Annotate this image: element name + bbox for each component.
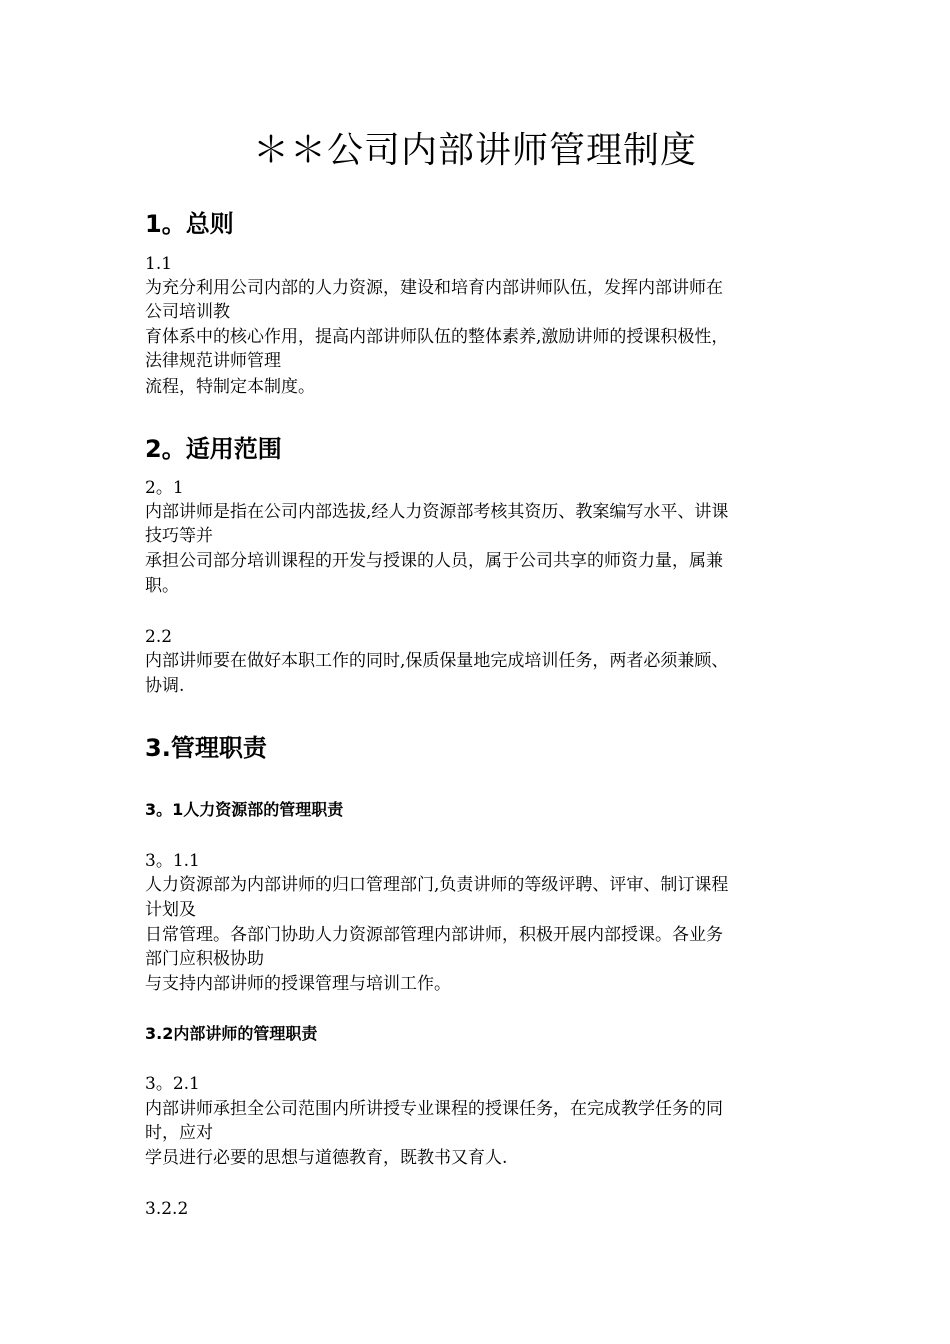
- paragraph-line: 公司培训教: [145, 302, 230, 322]
- paragraph-line: 部门应积极协助: [145, 949, 264, 969]
- clause-number: 3。2.1: [145, 1074, 200, 1094]
- section-heading-scope: 2。适用范围: [145, 435, 282, 463]
- subsection-heading: 3。1人力资源部的管理职责: [145, 800, 344, 819]
- section-heading-general: 1。总则: [145, 210, 234, 238]
- paragraph-line: 承担公司部分培训课程的开发与授课的人员，属于公司共享的师资力量，属兼: [145, 551, 723, 571]
- subsection-heading: 3.2内部讲师的管理职责: [145, 1024, 318, 1043]
- paragraph-line: 内部讲师是指在公司内部选拔,经人力资源部考核其资历、教案编写水平、讲课: [145, 502, 729, 522]
- paragraph-line: 职。: [145, 576, 179, 596]
- paragraph-line: 为充分利用公司内部的人力资源，建设和培育内部讲师队伍，发挥内部讲师在: [145, 278, 723, 298]
- paragraph-line: 技巧等并: [145, 526, 213, 546]
- paragraph-line: 人力资源部为内部讲师的归口管理部门,负责讲师的等级评聘、评审、制订课程: [145, 875, 729, 895]
- paragraph-line: 计划及: [145, 900, 196, 920]
- paragraph-line: 与支持内部讲师的授课管理与培训工作。: [145, 974, 451, 994]
- clause-number: 2。1: [145, 478, 184, 498]
- paragraph-line: 育体系中的核心作用，提高内部讲师队伍的整体素养,激励讲师的授课积极性，: [145, 327, 729, 347]
- paragraph-line: 法律规范讲师管理: [145, 351, 281, 371]
- paragraph-line: 内部讲师承担全公司范围内所讲授专业课程的授课任务，在完成教学任务的同: [145, 1099, 723, 1119]
- section-heading-responsibilities: 3.管理职责: [145, 734, 267, 762]
- clause-number: 2.2: [145, 627, 173, 647]
- paragraph-line: 日常管理。各部门协助人力资源部管理内部讲师，积极开展内部授课。各业务: [145, 925, 723, 945]
- clause-number: 3。1.1: [145, 851, 200, 871]
- paragraph-line: 学员进行必要的思想与道德教育，既教书又育人.: [145, 1148, 508, 1168]
- clause-number: 1.1: [145, 254, 173, 274]
- document-title: ＊＊公司内部讲师管理制度: [252, 130, 697, 171]
- paragraph-line: 内部讲师要在做好本职工作的同时,保质保量地完成培训任务，两者必须兼顾、: [145, 651, 729, 671]
- paragraph-line: 时，应对: [145, 1123, 213, 1143]
- paragraph-line: 流程，特制定本制度。: [145, 377, 315, 397]
- clause-number: 3.2.2: [145, 1199, 189, 1219]
- paragraph-line: 协调.: [145, 676, 185, 696]
